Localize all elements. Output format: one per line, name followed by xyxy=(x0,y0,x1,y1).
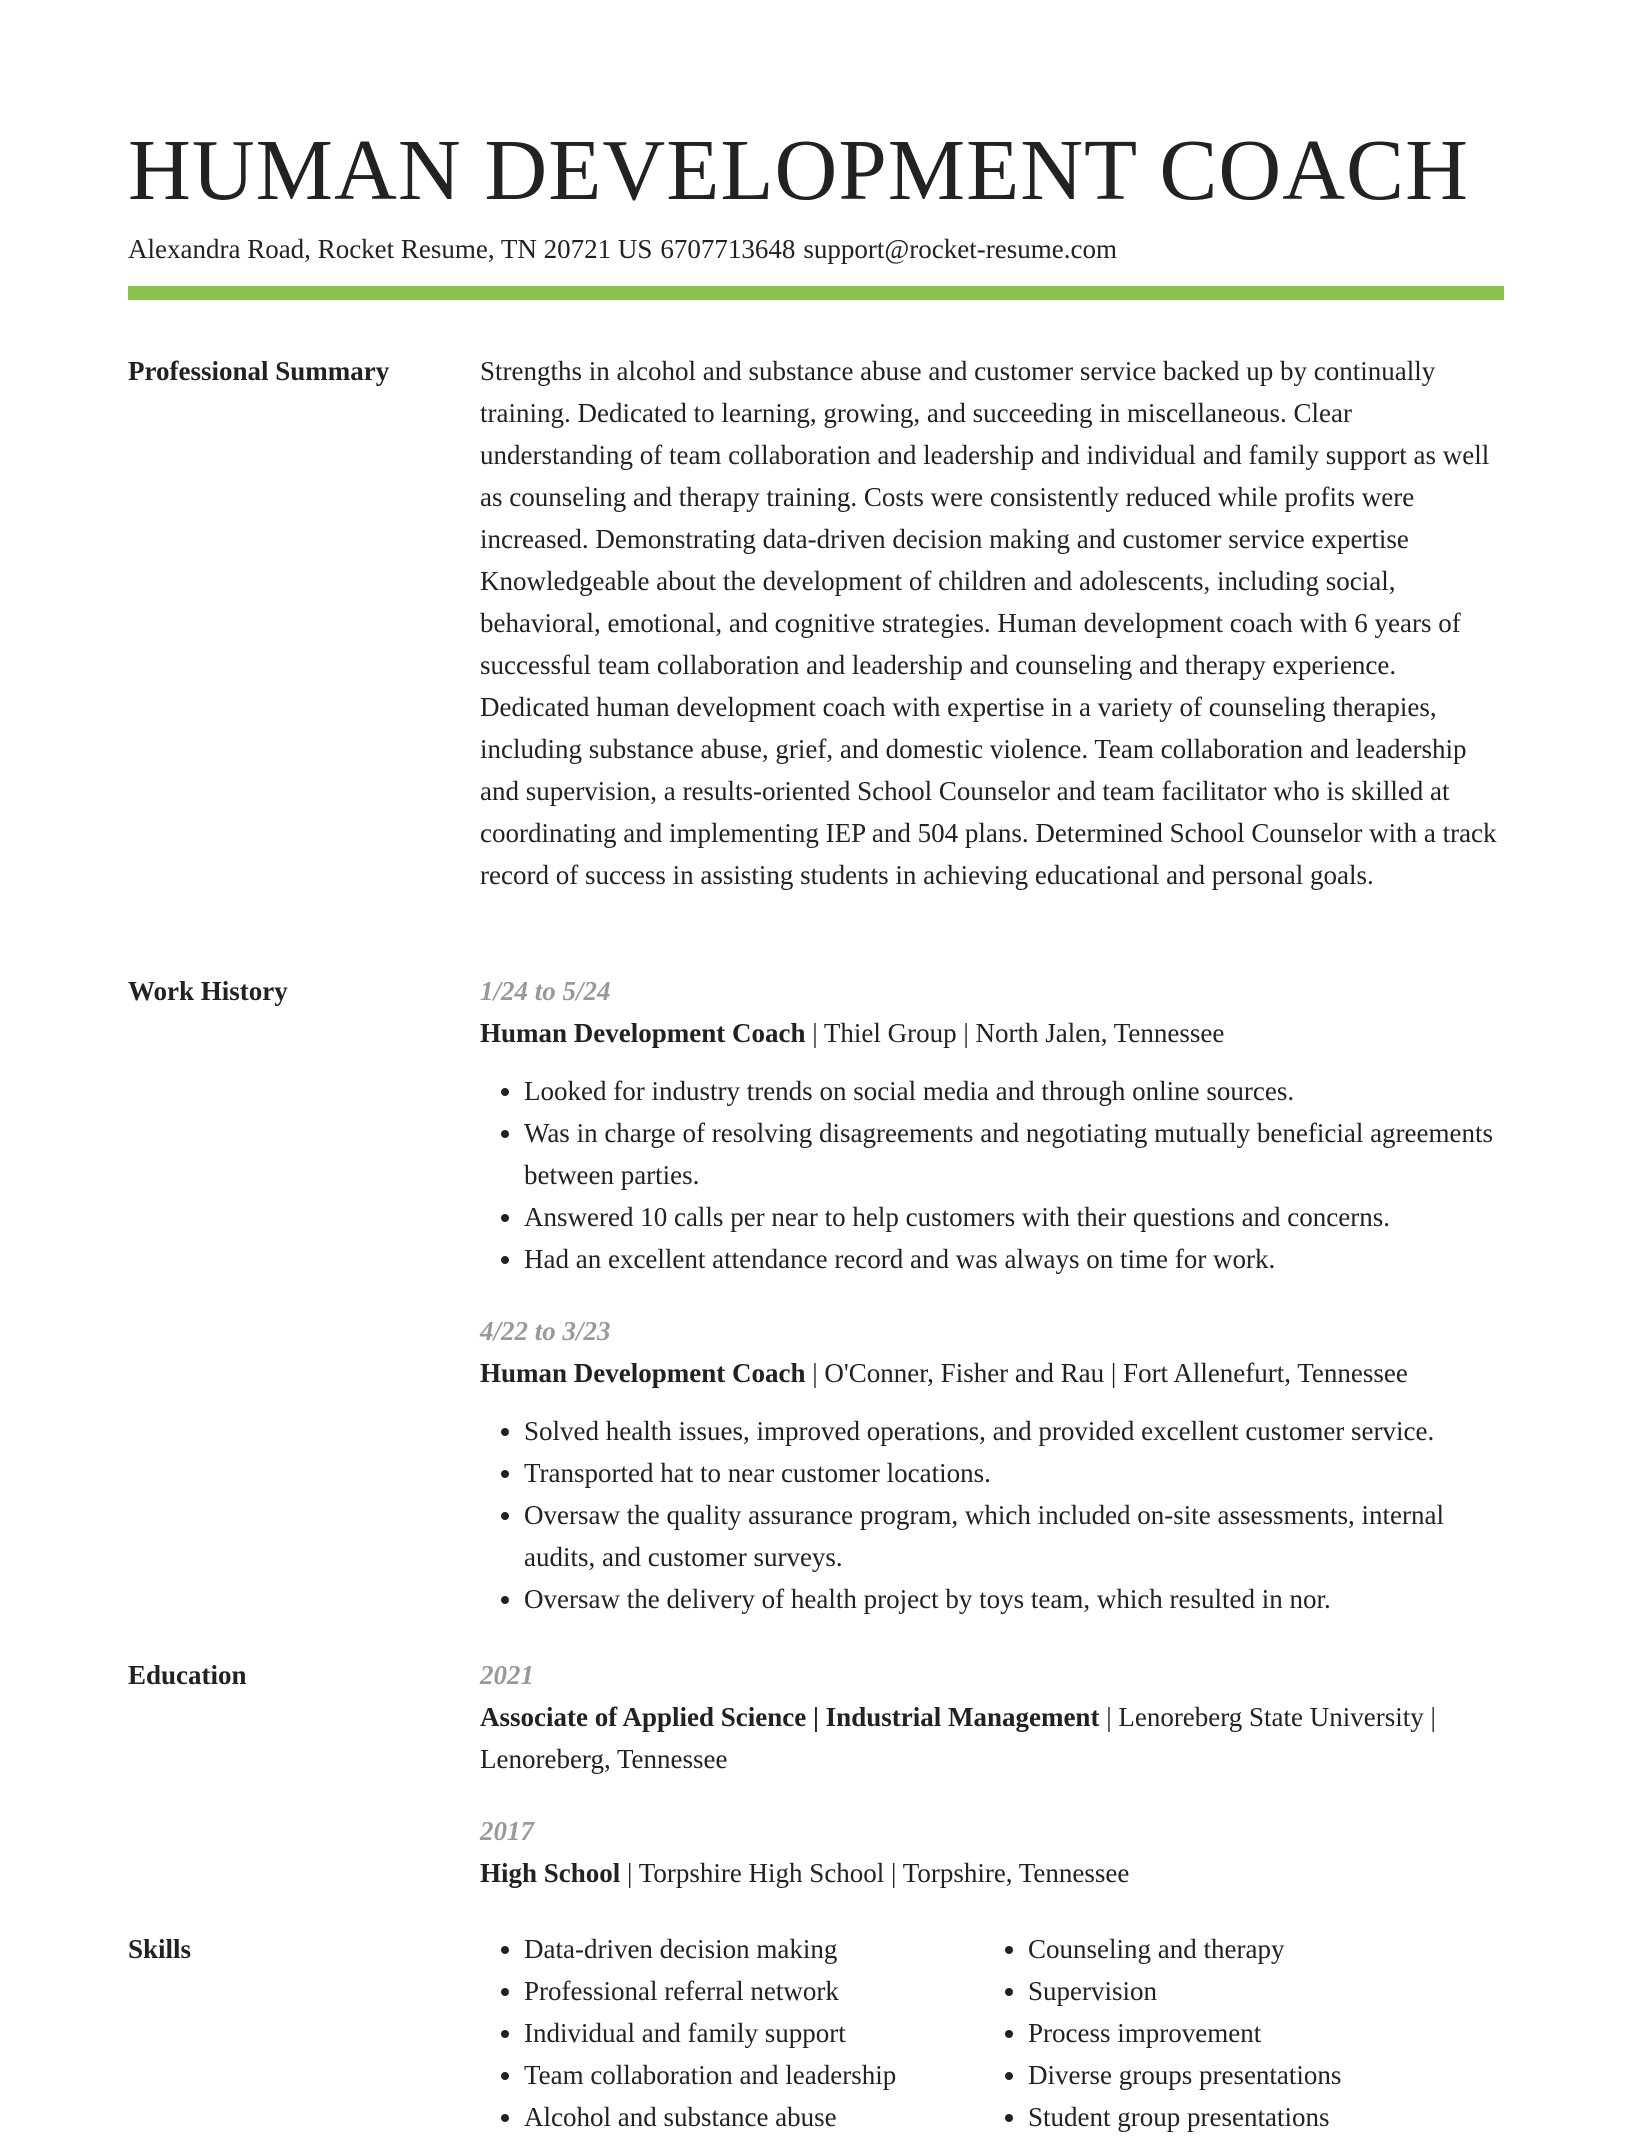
skill-item: • Individual and family support xyxy=(524,2012,994,2054)
skill-item: • Student group presentations xyxy=(1028,2096,1498,2138)
work-history-heading: Work History xyxy=(128,976,288,1006)
job-bullet: • Oversaw the delivery of health project by toys team, which resulted in nor. xyxy=(524,1578,1504,1620)
skill-item: • Data-driven decision making xyxy=(524,1928,994,1970)
resume-title: HUMAN DEVELOPMENT COACH xyxy=(128,121,1469,218)
skill-item: • Counseling and therapy xyxy=(1028,1928,1498,1970)
job-title-line xyxy=(480,1352,1504,1394)
skill-item: • Professional referral network xyxy=(524,1970,994,2012)
contact-phone: 6707713648 xyxy=(660,234,796,264)
skill-item: • Process improvement xyxy=(1028,2012,1498,2054)
education-line xyxy=(480,1852,1504,1894)
work-history-section xyxy=(480,970,1504,1620)
skills-list-right xyxy=(984,1928,1498,2138)
job-dates: 4/22 to 3/23 xyxy=(480,1316,611,1346)
education-line xyxy=(480,1696,1504,1780)
education-year: 2021 xyxy=(480,1660,534,1690)
education-entry xyxy=(480,1810,1504,1894)
education-degree: Associate of Applied Science | Industrial Management xyxy=(480,1702,1100,1732)
education-heading: Education xyxy=(128,1660,247,1690)
job-bullet: • Oversaw the quality assurance program, which included on-site assessments, internal audits, and customer surveys. xyxy=(524,1494,1504,1578)
skill-item: • Supervision xyxy=(1028,1970,1498,2012)
skills-list-left xyxy=(480,1928,994,2138)
job-details: | O'Conner, Fisher and Rau | Fort Allenefurt, Tennessee xyxy=(805,1358,1408,1388)
job-bullet: • Solved health issues, improved operations, and provided excellent customer service. xyxy=(524,1410,1504,1452)
job-bullet: • Was in charge of resolving disagreements and negotiating mutually beneficial agreements between parties. xyxy=(524,1112,1504,1196)
summary-text: Strengths in alcohol and substance abuse and customer service backed up by continually training. Dedicated to learning, growing, and succeeding in miscellaneous. Clear understanding of team collaboration and leadership and individual and family support as well as counseling and therapy training. Costs were consistently reduced while profits were increased. Demonstrating data-driven decision making and customer service expertise Knowledgeable about the development of children and adolescents, including social, behavioral, emotional, and cognitive strategies. Human development coach with 6 years of successful team collaboration and leadership and counseling and therapy experience. Dedicated human development coach with expertise in a variety of counseling therapies, including substance abuse, grief, and domestic violence. Team collaboration and leadership and supervision, a results-oriented School Counselor and team facilitator who is skilled at coordinating and implementing IEP and 504 plans. Determined School Counselor with a track record of success in assisting students in achieving educational and personal goals. xyxy=(480,356,1497,890)
job-entry xyxy=(480,970,1504,1280)
job-entry xyxy=(480,1310,1504,1620)
skill-item: • Diverse groups presentations xyxy=(1028,2054,1498,2096)
contact-line xyxy=(128,228,1117,270)
job-bullet: • Answered 10 calls per near to help customers with their questions and concerns. xyxy=(524,1196,1504,1238)
job-bullet: • Had an excellent attendance record and was always on time for work. xyxy=(524,1238,1504,1280)
job-dates: 1/24 to 5/24 xyxy=(480,976,611,1006)
job-bullet-list xyxy=(480,1410,1504,1620)
job-bullet: • Transported hat to near customer locations. xyxy=(524,1452,1504,1494)
job-role: Human Development Coach xyxy=(480,1358,806,1388)
job-bullet: • Looked for industry trends on social media and through online sources. xyxy=(524,1070,1504,1112)
education-details: | Torpshire High School | Torpshire, Tennessee xyxy=(620,1858,1130,1888)
education-section xyxy=(480,1654,1504,1894)
skill-item: • Team collaboration and leadership xyxy=(524,2054,994,2096)
education-entry xyxy=(480,1654,1504,1780)
contact-email: support@rocket-resume.com xyxy=(803,234,1117,264)
job-bullet-list xyxy=(480,1070,1504,1280)
education-degree: High School xyxy=(480,1858,621,1888)
contact-address: Alexandra Road, Rocket Resume, TN 20721 US xyxy=(128,234,653,264)
job-title-line xyxy=(480,1012,1504,1054)
skills-heading: Skills xyxy=(128,1934,192,1964)
summary-section xyxy=(480,350,1504,896)
job-role: Human Development Coach xyxy=(480,1018,806,1048)
skill-item: • Alcohol and substance abuse xyxy=(524,2096,994,2138)
job-details: | Thiel Group | North Jalen, Tennessee xyxy=(805,1018,1225,1048)
summary-heading: Professional Summary xyxy=(128,356,390,386)
education-year: 2017 xyxy=(480,1816,534,1846)
header-accent-rule xyxy=(128,286,1504,300)
education-details: | Lenoreberg State University | Lenoreberg, Tennessee xyxy=(480,1702,1436,1774)
